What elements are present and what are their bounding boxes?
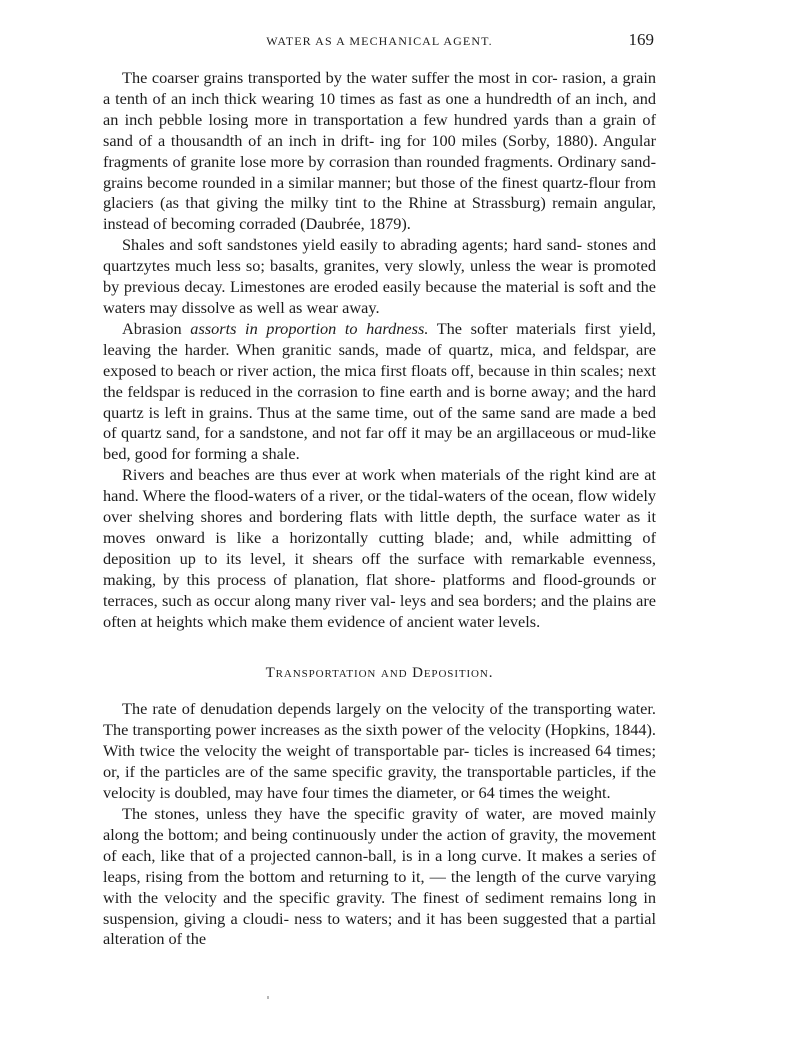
- body-text: [103, 68, 656, 950]
- paragraph-denudation-rate: The rate of denudation depends largely on the velocity of the transporting water. The transporting power increases as the sixth power of the velocity (Hopkins, 1844). With twice the velocity the weight of transportable par- ticles is increased 64 times; or, if the particles are of the same specific gravity, the transportable particles, if the velocity is doubled, may have four times the diameter, or 64 times the weight.: [103, 699, 656, 803]
- section-heading: Transportation and Deposition.: [265, 665, 494, 682]
- paragraph-corrasion-grains: The coarser grains transported by the water suffer the most in cor- rasion, a grain a tenth of an inch thick wearing 10 times as fast as one a hundredth of an inch, and an inch pebble losing more in transportation a few hundred yards than a grain of sand of a thousandth of an inch in drift- ing for 100 miles (Sorby, 1880). Angular fragments of granite lose more by corrasion than rounded fragments. Ordinary sand-grains become rounded in a similar manner; but those of the finest quartz-flour from glaciers (as that giving the milky tint to the Rhine at Strassburg) remain angular, instead of becoming corraded (Daubrée, 1879).: [103, 68, 656, 234]
- paragraph-rock-resistance: Shales and soft sandstones yield easily to abrading agents; hard sand- stones and quartzytes much less so; basalts, granites, very slowly, unless the wear is promoted by previous decay. Limestones are eroded easily because the material is soft and the waters may dissolve as well as wear away.: [103, 235, 656, 317]
- running-head: [103, 30, 656, 56]
- running-title: WATER AS A MECHANICAL AGENT.: [266, 34, 493, 48]
- scan-speck: [267, 996, 269, 999]
- italic-phrase: assorts in proportion to hardness.: [190, 318, 429, 338]
- paragraph-planation: Rivers and beaches are thus ever at work when materials of the right kind are at hand. Where the flood-waters of a river, or the tidal-waters of the ocean, flow widely over shelving shores and bordering flats with little depth, the surface water as it moves onward is like a horizontally cutting blade; and, while admitting of deposition up to its level, it shears off the surface with remarkable evenness, making, by this process of planation, flat shore- platforms and flood-grounds or terraces, such as occur along many river val- leys and sea borders; and the plains are often at heights which make them evidence of ancient water levels.: [103, 465, 656, 631]
- page-number: 169: [628, 30, 654, 49]
- book-page: [103, 30, 656, 950]
- paragraph-abrasion-assorts: [103, 319, 656, 465]
- paragraph-stone-movement: The stones, unless they have the specific gravity of water, are moved mainly along the bottom; and being continuously under the action of gravity, the movement of each, like that of a projected cannon-ball, is in a long curve. It makes a series of leaps, rising from the bottom and returning to it, — the length of the curve varying with the velocity and the specific gravity. The finest of sediment remains long in suspension, giving a cloudi- ness to waters; and it has been suggested that a partial alteration of the: [103, 804, 656, 949]
- paragraph-abrasion-lead: Abrasion: [122, 318, 191, 338]
- paragraph-abrasion-rest: The softer materials first yield, leaving the harder. When granitic sands, made of quartz, mica, and feldspar, are exposed to beach or river action, the mica first floats off, because in thin scales; next the feldspar is reduced in the corrasion to fine earth and is borne away; and the hard quartz is left in grains. Thus at the same time, out of the same sand are made a bed of quartz sand, for a sandstone, and not far off it may be an argillaceous or mud-like bed, good for forming a shale.: [103, 318, 656, 464]
